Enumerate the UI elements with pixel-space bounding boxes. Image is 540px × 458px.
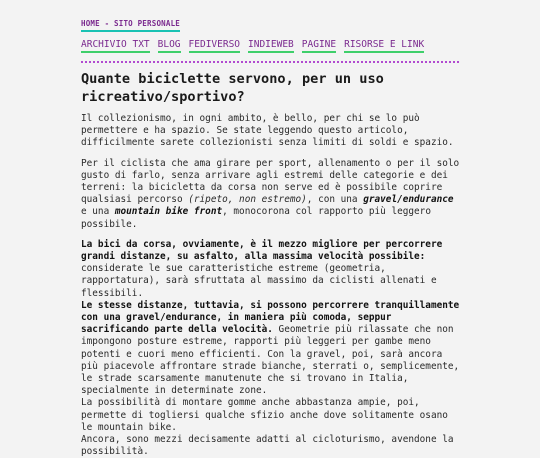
paragraph [81, 239, 461, 300]
text-span: , monocorona col rapporto più leggero possibile. [81, 206, 431, 230]
text-span: Per il ciclista che ama girare per sport, allenamento o per il solo gusto di farlo, senza arrivare agli estremi delle categorie e dei terreni: la bicicletta da corsa non serve ed è possibile coprire qualsiasi percorso [81, 157, 460, 206]
paragraph: La possibilità di montare gomme anche abbastanza ampie, poi, permette di togliersi qualche sfizio anche dove solitamente osano le mountain bike. [81, 397, 448, 433]
main-nav [81, 39, 461, 53]
nav-item-archivio-txt[interactable]: ARCHIVIO TXT [81, 39, 150, 53]
nav-item-indieweb[interactable]: INDIEWEB [248, 39, 294, 53]
italic-text: (ripeto, non estremo) [188, 194, 307, 206]
paragraph: Ancora, sono mezzi decisamente adatti al cicloturismo, avendone la possibilità. [81, 434, 454, 458]
bold-italic-text: mountain bike front [114, 206, 223, 218]
text-span: Geometrie più rilassate che non impongono posture estreme, rapporti più leggeri per gambe meno potenti e cuori meno efficienti. Con la gravel, poi, sarà ancora più piacevole affrontare strade bianche, sterrati o, semplicemente, le strade scarsamente manutenute che si trovano in Italia, specialmente in determinate zone. [81, 324, 460, 397]
site-home-link[interactable]: HOME - SITO PERSONALE [81, 19, 180, 32]
article-title: Quante biciclette servono, per un uso ricreativo/sportivo? [81, 71, 384, 105]
bold-text: Le stesse distanze, tuttavia, si possono percorrere tranquillamente con una gravel/endurance, in maniera più comoda, seppur sacrificando parte della velocità. [81, 299, 460, 336]
nav-item-risorse-e-link[interactable]: RISORSE E LINK [344, 39, 424, 53]
bold-italic-text: gravel/endurance [363, 194, 454, 206]
text-span: considerate le sue caratteristiche estreme (geometria, rapportatura), sarà sfruttata al massimo da ciclisti allenati e flessibili. [81, 263, 437, 299]
text-span: , con una [306, 194, 364, 206]
divider [81, 61, 459, 63]
bold-text: La bici da corsa, ovviamente, è il mezzo migliore per percorrere grandi distanze, su asfalto, alla massima velocità possibile: [81, 238, 443, 263]
article-body [81, 113, 461, 458]
paragraph [81, 300, 461, 398]
nav-item-fediverso[interactable]: FEDIVERSO [189, 39, 240, 53]
text-span: e una [81, 206, 115, 218]
paragraph [81, 158, 461, 231]
nav-item-blog[interactable]: BLOG [158, 39, 181, 53]
paragraph: Il collezionismo, in ogni ambito, è bello, per chi se lo può permettere e ha spazio. Se state leggendo questo articolo, difficilmente sarete collezionisti senza limiti di soldi e spazio. [81, 113, 454, 149]
nav-item-pagine[interactable]: PAGINE [302, 39, 336, 53]
